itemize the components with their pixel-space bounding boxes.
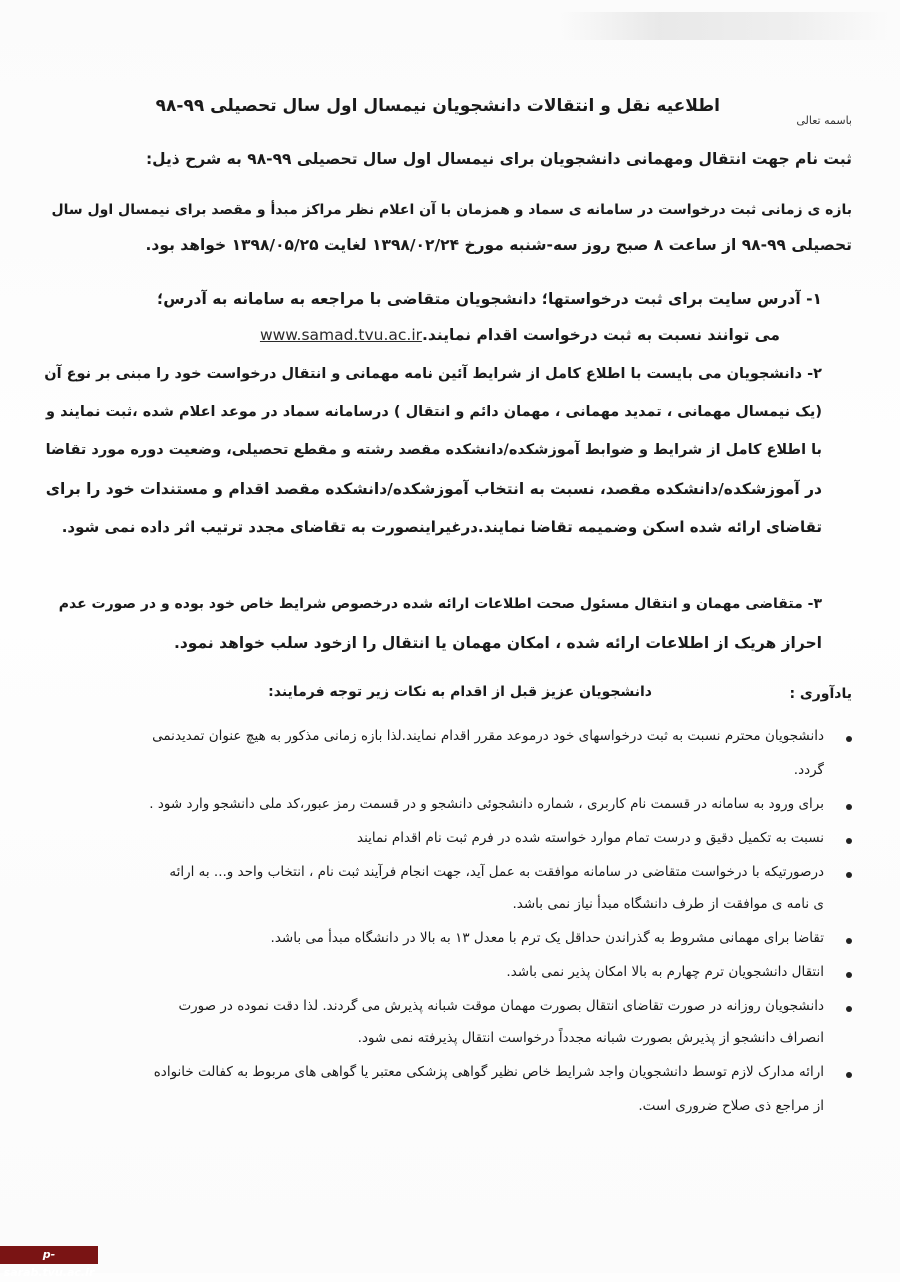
item1-line2: [260, 326, 780, 344]
item2-line5: تقاضای ارائه شده اسکن وضمیمه تقاضا نمایند.درغیراینصورت به تقاضای مجدد ترتیب اثر داده نمی شود.: [61, 518, 822, 536]
item2-line2: (یک نیمسال مهمانی ، تمدید مهمانی ، مهمان دائم و انتقال ) درسامانه سماد در موعد اعلام شده ،ثبت نمایند و: [46, 404, 822, 420]
paragraph1-line2: تحصیلی ۹۹-۹۸ از ساعت ۸ صبح روز سه-شنبه مورخ ۱۳۹۸/۰۲/۲۴ لغایت ۱۳۹۸/۰۵/۲۵ خواهد بود.: [145, 236, 852, 254]
reminder-label: یادآوری :: [789, 686, 852, 702]
scan-smudge: [560, 12, 890, 40]
paragraph1-line1: بازه ی زمانی ثبت درخواست در سامانه ی سماد و همزمان با آن اعلام نظر مراکز مبدأ و مقصد برای نیمسال اول سال: [51, 202, 852, 218]
bullet8-line1: ارائه مدارک لازم توسط دانشجویان واجد شرایط خاص نظیر گواهی پزشکی معتبر یا گواهی های مربوط به کفالت خانواده: [153, 1064, 824, 1080]
item2-line4: در آموزشکده/دانشکده مقصد، نسبت به انتخاب آموزشکده/دانشکده مقصد اقدام و مستندات خود را برای: [45, 480, 822, 498]
bullet5-line1: تقاضا برای مهمانی مشروط به گذراندن حداقل یک ترم با معدل ۱۳ به بالا در دانشگاه مبدأ می باشد.: [270, 930, 824, 946]
basmala-text: باسمه تعالی: [796, 114, 852, 127]
bullet1-line1: دانشجویان محترم نسبت به ثبت درخواسهای خود درموعد مقرر اقدام نمایند.لذا بازه زمانی مذکور به هیچ عنوان تمدیدنمی: [152, 728, 824, 744]
bullet3-line1: نسبت به تکمیل دقیق و درست تمام موارد خواسته شده در فرم ثبت نام اقدام نمایند: [356, 830, 824, 846]
item2-line1: ۲- دانشجویان می بایست با اطلاع کامل از شرایط آئین نامه مهمانی و انتقال درخواست خود را مبنی بر نوع آن: [44, 366, 822, 382]
item1-line1: ۱- آدرس سایت برای ثبت درخواستها؛ دانشجویان متقاضی با مراجعه به سامانه به آدرس؛: [157, 290, 822, 308]
bullet-dot: [846, 972, 852, 978]
bullet7-line2: انصراف دانشجو از پذیرش بصورت شبانه مجدداً درخواست انتقال پذیرفته نمی شود.: [357, 1030, 824, 1046]
bullet-dot: [846, 872, 852, 878]
bullet6-line1: انتقال دانشجویان ترم چهارم به بالا امکان پذیر نمی باشد.: [506, 964, 824, 980]
bullet2-line1: برای ورود به سامانه در قسمت نام کاربری ، شماره دانشجوئی دانشجو و در قسمت رمز عبور،کد ملی دانشجو وارد شود .: [149, 796, 824, 812]
bullet4-line2: ی نامه ی موافقت از طرف دانشگاه مبدأ نیاز نمی باشد.: [512, 896, 824, 912]
bullet-dot: [846, 804, 852, 810]
bullet-dot: [846, 1072, 852, 1078]
bullet7-line1: دانشجویان روزانه در صورت تقاضای انتقال بصورت مهمان موقت شبانه پذیرش می گردند. لذا دقت نموده در صورت: [178, 998, 824, 1014]
bullet8-line2: از مراجع ذی صلاح ضروری است.: [638, 1098, 824, 1114]
document-title: اطلاعیه نقل و انتقالات دانشجویان نیمسال اول سال تحصیلی ۹۹-۹۸: [155, 96, 720, 116]
bullet4-line1: درصورتیکه با درخواست متقاضی در سامانه موافقت به عمل آید، جهت انجام فرآیند ثبت نام ، انتخاب واحد و... به ارائه: [169, 864, 824, 880]
item3-line1: ۳- متقاضی مهمان و انتقال مسئول صحت اطلاعات ارائه شده درخصوص شرایط خاص خود بوده و در صورت عدم: [58, 596, 822, 612]
bullet1-line2: گردد.: [793, 762, 824, 778]
site-watermark-stamp: p-sarab.tvu.ac.ir: [0, 1246, 98, 1264]
intro-line: ثبت نام جهت انتقال ومهمانی دانشجویان برای نیمسال اول سال تحصیلی ۹۹-۹۸ به شرح ذیل:: [145, 150, 852, 168]
samad-url-link[interactable]: www.samad.tvu.ac.ir: [259, 326, 423, 344]
item1-text: می توانند نسبت به ثبت درخواست اقدام نمایند.: [422, 326, 780, 344]
bullet-dot: [846, 838, 852, 844]
item2-line3: با اطلاع کامل از شرایط و ضوابط آموزشکده/دانشکده مقصد رشته و مقطع تحصیلی، وضعیت دوره مورد تقاضا: [45, 442, 822, 458]
reminder-heading: دانشجویان عزیز قبل از اقدام به نکات زیر توجه فرمایند:: [268, 684, 652, 700]
bullet-dot: [846, 1006, 852, 1012]
bullet-dot: [846, 736, 852, 742]
bullet-dot: [846, 938, 852, 944]
item3-line2: احراز هریک از اطلاعات ارائه شده ، امکان مهمان یا انتقال را ازخود سلب خواهد نمود.: [173, 634, 822, 652]
